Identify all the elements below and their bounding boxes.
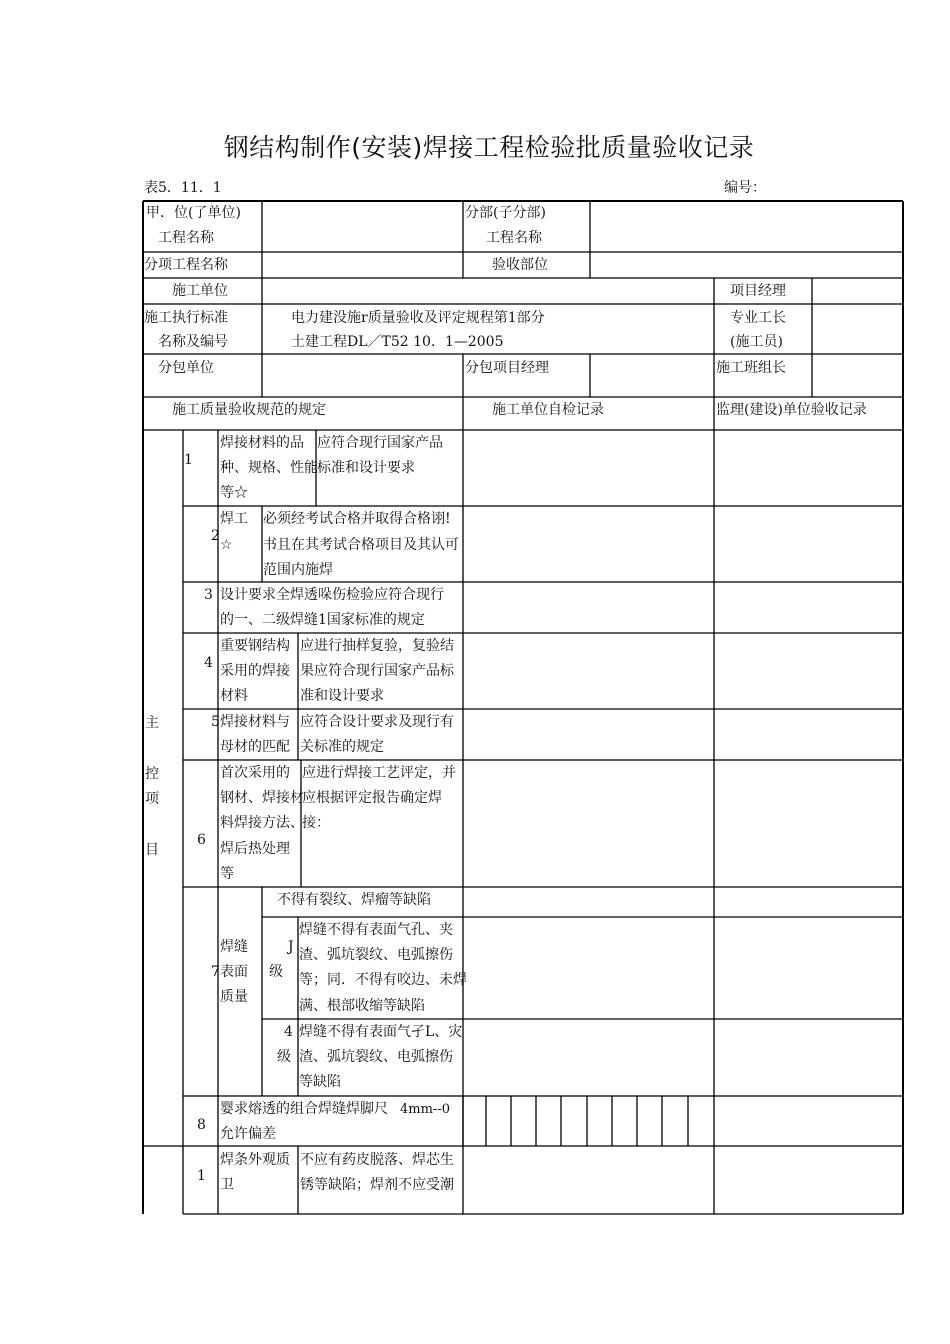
- grade-label: 级: [277, 1049, 291, 1065]
- item-requirement-line: 关标准的规定: [300, 739, 384, 755]
- check-part-label: 验收部位: [492, 257, 548, 273]
- supervision-column-header: 监理(建设)单位验收记录: [716, 402, 867, 418]
- table-number: 表5．11．1: [144, 180, 222, 196]
- item-name-line: 焊接材料与: [220, 714, 290, 730]
- item-name-line: 焊缝: [220, 939, 248, 955]
- item-name-line: 表面: [220, 964, 248, 980]
- item-requirement-line: 应符合现行国家产品: [317, 435, 443, 451]
- subcontractor-label: 分包单位: [158, 360, 214, 376]
- item-name-line: 质量: [220, 989, 248, 1005]
- item-number: 1: [184, 452, 193, 468]
- item-name-line: 材料: [220, 688, 248, 704]
- serial-number-label: 编号：: [724, 180, 766, 196]
- unit-label-line2: 工程名称: [158, 230, 214, 246]
- standard-value-line2: 土建工程DL／T52 10．1—2005: [291, 334, 504, 350]
- item-number: 7: [211, 964, 220, 980]
- contractor-label: 施工单位: [172, 283, 228, 299]
- item-name-line: 重要钢结构: [220, 638, 290, 654]
- item-requirement-line: 准和设计要求: [300, 688, 384, 704]
- group-label-char: 项: [145, 791, 159, 807]
- unit-label-line1: 甲．位(了单位): [146, 205, 241, 221]
- item-requirement-line: 渣、弧坑裂纹、电弧擦伤: [299, 947, 453, 963]
- item-number: 1: [197, 1168, 206, 1184]
- item-name-line: ☆: [220, 537, 233, 553]
- item-number: 5: [211, 714, 220, 730]
- team-leader-label: 施工班组长: [716, 360, 786, 376]
- item-requirement-line: 应根据评定报告确定焊: [302, 790, 442, 806]
- item-requirement-line: 应进行抽样复验，复验结: [300, 638, 454, 654]
- item-name-line: 焊条外观质: [220, 1152, 290, 1168]
- group-label-char: 目: [145, 842, 159, 858]
- item-requirement-line: 锈等缺陷；焊剂不应受潮: [300, 1177, 454, 1193]
- item-name-line: 种、规格、性能: [220, 460, 318, 476]
- tolerance-value: 4mm--0: [400, 1102, 450, 1117]
- item-text-line: 允许偏差: [220, 1126, 276, 1142]
- foreman-label-line1: 专业工长: [730, 310, 786, 326]
- item-requirement-line: 等；同．不得有咬边、未焊: [299, 972, 467, 988]
- item-name-line: 母材的匹配: [220, 739, 290, 755]
- item-name-line: 卫: [220, 1177, 234, 1193]
- grade-label: J: [288, 939, 294, 955]
- item-text-line: 的一、二级焊缝1国家标准的规定: [220, 612, 425, 628]
- subcontractor-pm-label: 分包项目经理: [465, 360, 549, 376]
- item-requirement-line: 渣、弧坑裂纹、电弧擦伤: [299, 1049, 453, 1065]
- item-requirement-line: 不得有裂纹、焊瘤等缺陷: [277, 892, 431, 908]
- item-requirement-line: 应进行焊接工艺评定，并: [302, 765, 456, 781]
- item-number: 4: [204, 655, 213, 671]
- item-requirement-line: 必须经考试合格并取得合格诩!: [263, 511, 451, 527]
- standard-value-line1: 电力建没施r质量验收及评定规程第1部分: [291, 310, 545, 326]
- item-name-line: 等☆: [220, 485, 248, 501]
- item-number: 2: [211, 528, 220, 544]
- item-project-name-label: 分项工程名称: [144, 257, 228, 273]
- item-name-line: 首次采用的: [220, 765, 290, 781]
- standard-label-line1: 施工执行标准: [144, 310, 228, 326]
- foreman-label-line2: (施工员): [730, 334, 783, 350]
- group-label-char: 控: [145, 766, 159, 782]
- group-label-char: 主: [145, 715, 159, 731]
- item-name-line: 等: [220, 866, 234, 882]
- project-manager-label: 项目经理: [730, 283, 786, 299]
- item-name-line: 料焊接方法、: [220, 815, 304, 831]
- item-requirement-line: 等缺陷: [299, 1074, 341, 1090]
- item-requirement-line: 不应有药皮脱落、焊芯生: [300, 1152, 454, 1168]
- grade-label: 4: [284, 1024, 293, 1040]
- item-requirement-line: 满、根部收缩等缺陷: [299, 998, 425, 1014]
- standard-label-line2: 名称及编号: [158, 334, 228, 350]
- item-requirement-line: 标准和设计要求: [317, 460, 415, 476]
- item-requirement-line: 焊缝不得有表面气孔、夹: [299, 922, 453, 938]
- subdivision-label-line2: 工程名称: [486, 230, 542, 246]
- item-requirement-line: 果应符合现行国家产品标: [300, 663, 454, 679]
- item-number: 3: [204, 587, 213, 603]
- subdivision-label-line1: 分部(子分部): [465, 205, 546, 221]
- item-requirement-line: 应符合设计要求及现行有: [300, 714, 454, 730]
- item-requirement-line: 书且在其考试合格项目及其认可: [263, 537, 459, 553]
- item-name-line: 焊工: [220, 511, 248, 527]
- item-number: 6: [197, 832, 206, 848]
- page-title: 钢结构制作(安装)焊接工程检验批质量验收记录: [223, 133, 755, 162]
- item-requirement-line: 接：: [302, 815, 330, 831]
- item-name-line: 焊接材料的品: [220, 435, 304, 451]
- item-requirement-line: 范围内施焊: [263, 562, 333, 578]
- item-requirement-line: 焊缝不得有表面气孑L、灾: [299, 1024, 463, 1040]
- item-text-line: 婴求熔透的组合焊缝焊脚尺: [220, 1101, 388, 1117]
- item-name-line: 焊后热处理: [220, 841, 290, 857]
- self-check-column-header: 施工单位自检记录: [492, 402, 604, 418]
- item-name-line: 采用的焊接: [220, 663, 290, 679]
- item-number: 8: [197, 1117, 206, 1133]
- spec-column-header: 施工质量验收规范的规定: [172, 402, 326, 418]
- item-text-line: 设计要求全焊透哚伤检验应符合现行: [220, 587, 444, 603]
- grade-label: 级: [269, 964, 283, 980]
- item-name-line: 钢材、焊接材: [220, 790, 304, 806]
